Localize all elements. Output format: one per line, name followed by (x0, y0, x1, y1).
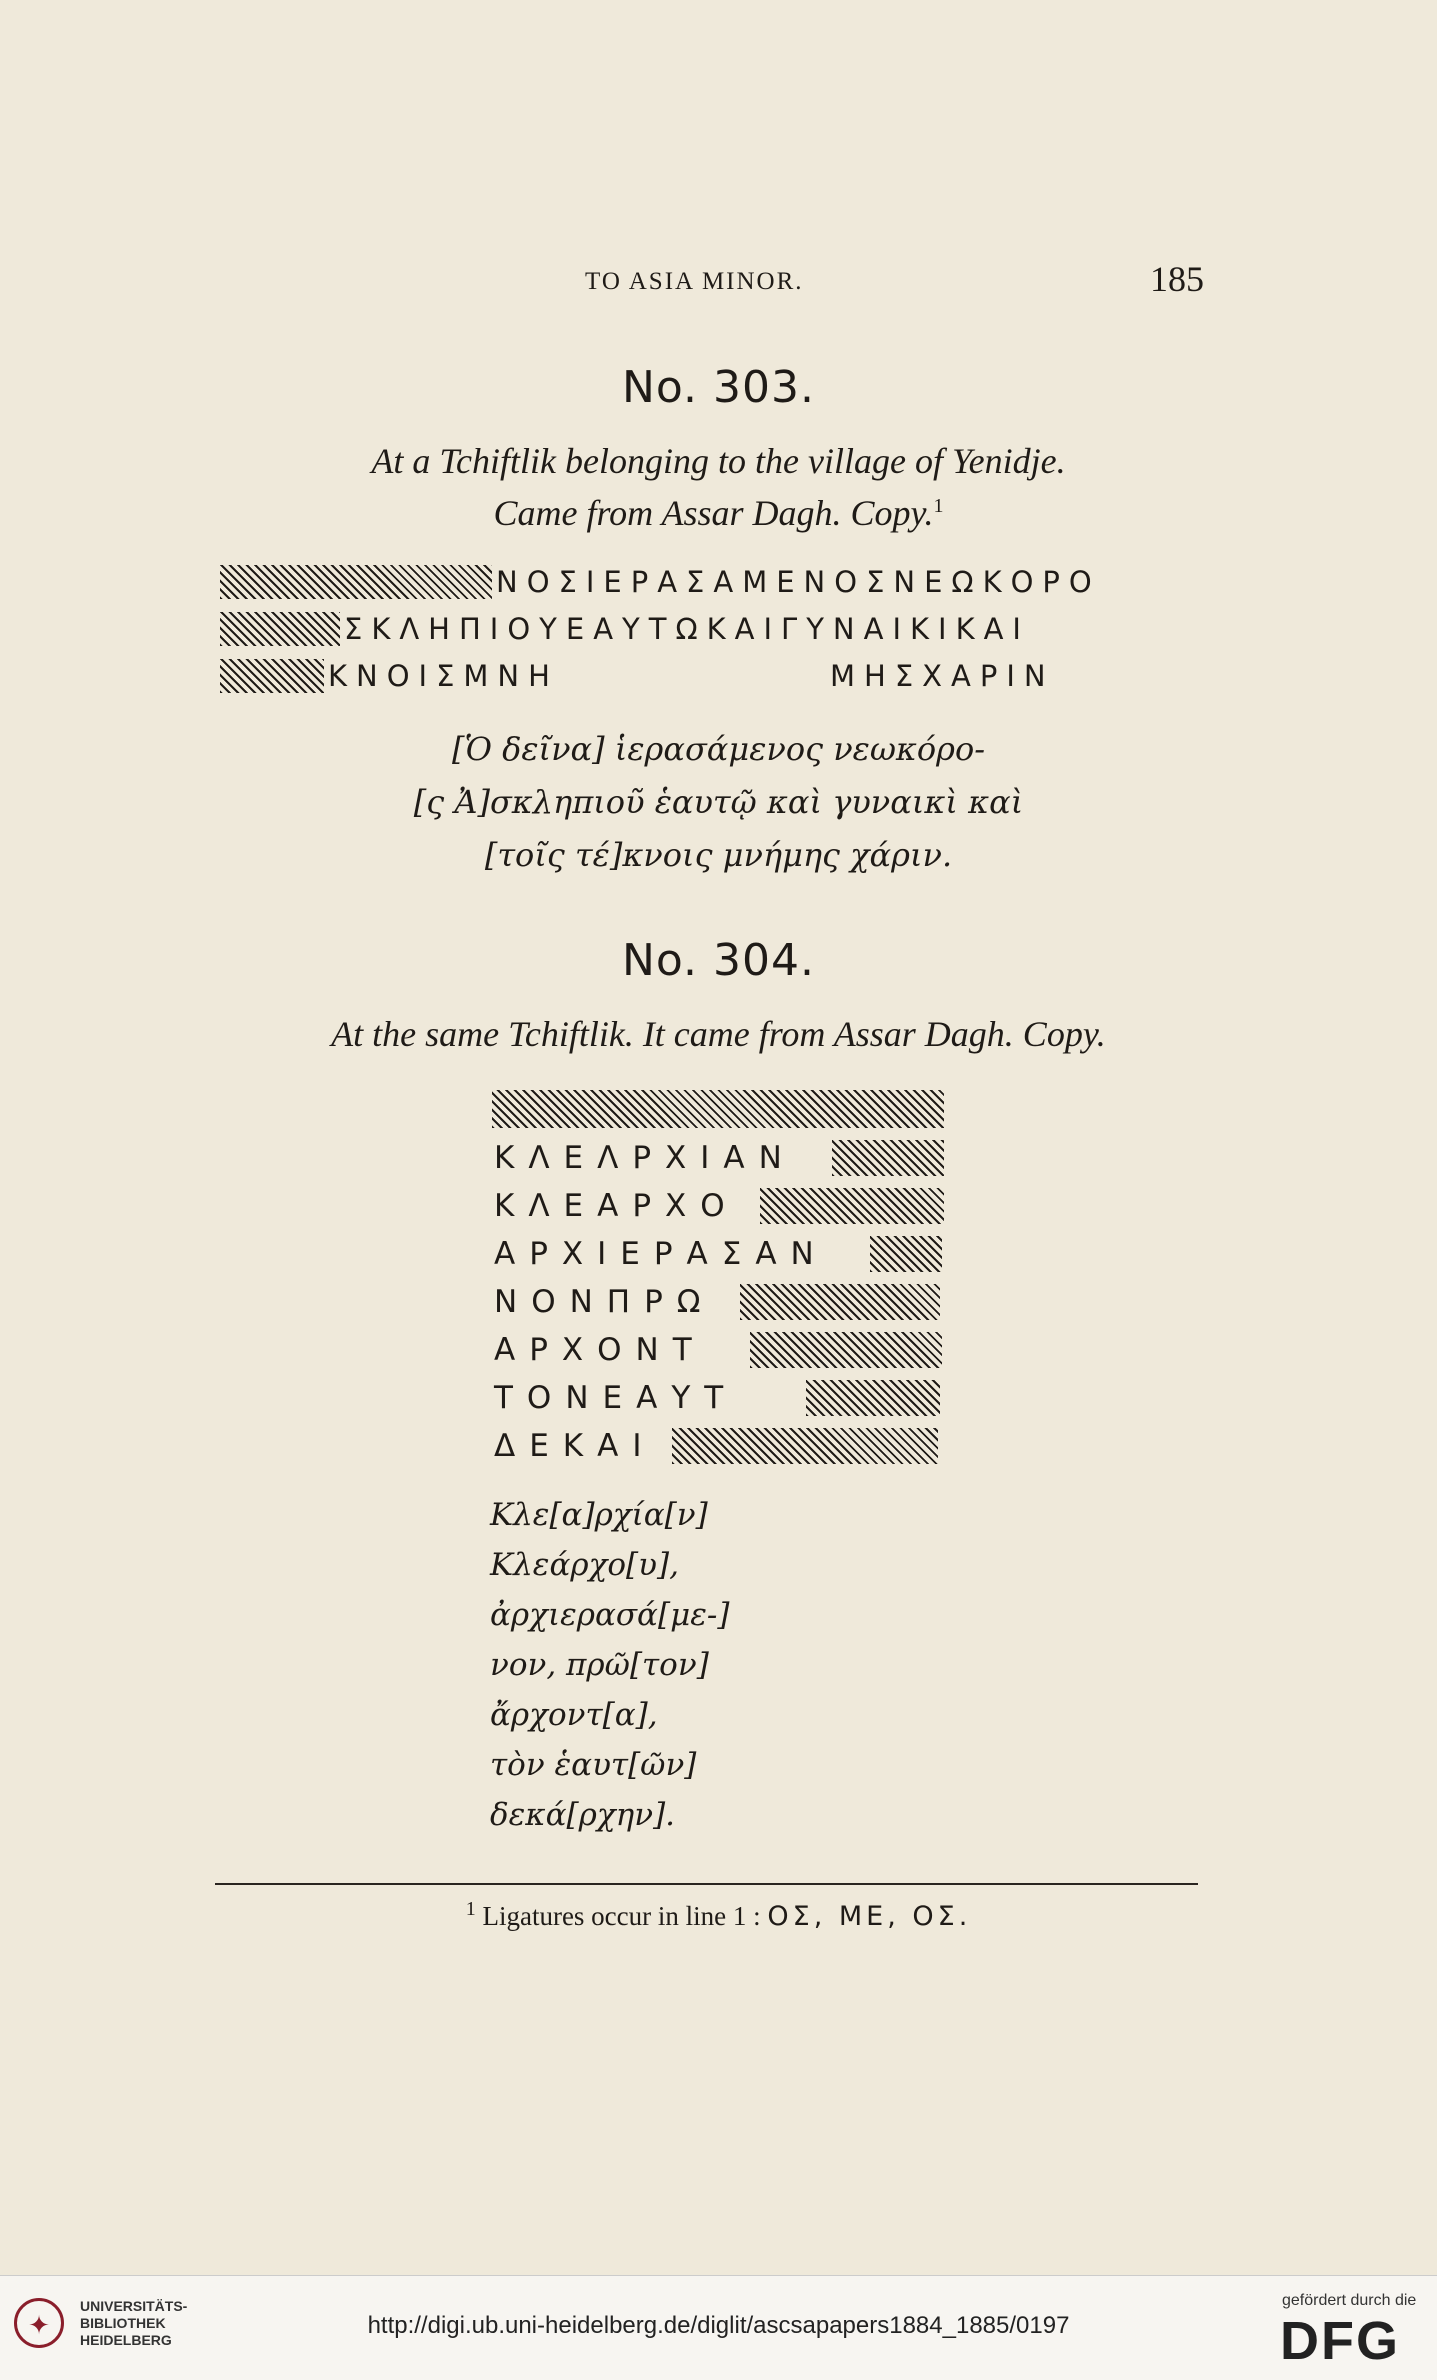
lacuna-hatch (492, 1090, 944, 1128)
lacuna-hatch (220, 659, 324, 693)
page-number: 185 (1150, 259, 1204, 299)
footnote-ref: 1 (933, 495, 944, 517)
lacuna-hatch (806, 1380, 940, 1416)
transcription-304-line6: τὸν ἑαυτ[ῶν] (490, 1747, 697, 1783)
inscription-304-line5: ΑΡΧΟΝΤ (494, 1332, 706, 1368)
inscription-304-line2: ΚΛΕΑΡΧΟ (494, 1188, 739, 1224)
transcription-304-line3: ἀρχιερασά[με-] (490, 1597, 730, 1633)
lacuna-hatch (870, 1236, 942, 1272)
lacuna-hatch (220, 612, 340, 646)
university-seal-icon: ✦ (14, 2298, 64, 2348)
transcription-304-line7: δεκά[ρχην]. (490, 1797, 676, 1833)
heading-no-304: No. 304. (621, 935, 815, 986)
lacuna-hatch (672, 1428, 938, 1464)
footnote-rule (215, 1883, 1198, 1885)
inscription-304-line4: ΝΟΝΠΡΩ (494, 1284, 715, 1320)
source-url-link[interactable]: http://digi.ub.uni-heidelberg.de/diglit/ascsapapers1884_1885/0197 (367, 2312, 1070, 2339)
no303-location-line1: At a Tchiftlik belonging to the village of Yenidje. (371, 441, 1066, 481)
inscription-303-line2: ΣΚΛΗΠΙΟΥΕΑΥΤΩΚΑΙΓΥΝΑΙΚΙΚΑΙ (344, 612, 1030, 646)
no304-location-line: At the same Tchiftlik. It came from Assar Dagh. Copy. (331, 1014, 1106, 1054)
transcription-303-line1: [Ὁ δεῖνα] ἱερασάμενος νεωκόρο- (451, 730, 986, 768)
library-name: UNIVERSITÄTS- BIBLIOTHEK HEIDELBERG (80, 2298, 188, 2348)
heading-no-303: No. 303. (621, 362, 815, 413)
inscription-303-line3a: ΚΝΟΙΣΜΝΗ (328, 659, 559, 693)
inscription-303-line3b: ΜΗΣΧΑΡΙΝ (830, 659, 1055, 693)
funding-text: gefördert durch die (1282, 2292, 1417, 2309)
dfg-logo: DFG (1280, 2311, 1400, 2371)
footnote: $^1$ Ligatures occur in line 1 : ΟΣ, ΜΕ, ΟΣ. (465, 1898, 972, 1932)
inscription-304-line1: ΚΛΕΛΡΧΙΑΝ (494, 1140, 796, 1176)
transcription-303-line3: [τοῖς τέ]κνοις μνήμης χάριν. (484, 836, 953, 874)
transcription-304-line1: Κλε[α]ρχία[ν] (490, 1497, 708, 1533)
transcription-304-line5: ἄρχοντ[α], (490, 1697, 658, 1733)
transcription-304-line2: Κλεάρχο[υ], (490, 1547, 679, 1583)
running-title: TO ASIA MINOR. (585, 268, 804, 295)
inscription-304-line6: ΤΟΝΕΑΥΤ (494, 1380, 738, 1416)
transcription-303-line2: [ς Ἀ]σκληπιοῦ ἑαυτῷ καὶ γυναικὶ καὶ (413, 783, 1024, 821)
inscription-304-line7: ΔΕΚΑΙ (494, 1428, 656, 1464)
transcription-304-line4: νον, πρῶ[τον] (490, 1647, 709, 1683)
footnote-ligatures: ΟΣ, ΜΕ, ΟΣ. (767, 1901, 972, 1932)
inscription-304-line3: ΑΡΧΙΕΡΑΣΑΝ (494, 1236, 828, 1272)
no303-location-line2: Came from Assar Dagh. Copy.$^1$ (493, 493, 944, 533)
lacuna-hatch (832, 1140, 944, 1176)
lacuna-hatch (750, 1332, 942, 1368)
lacuna-hatch (760, 1188, 944, 1224)
lacuna-hatch (220, 565, 492, 599)
lacuna-hatch (740, 1284, 940, 1320)
inscription-303-line1: ΝΟΣΙΕΡΑΣΑΜΕΝΟΣΝΕΩΚΟΡΟ (496, 565, 1101, 599)
